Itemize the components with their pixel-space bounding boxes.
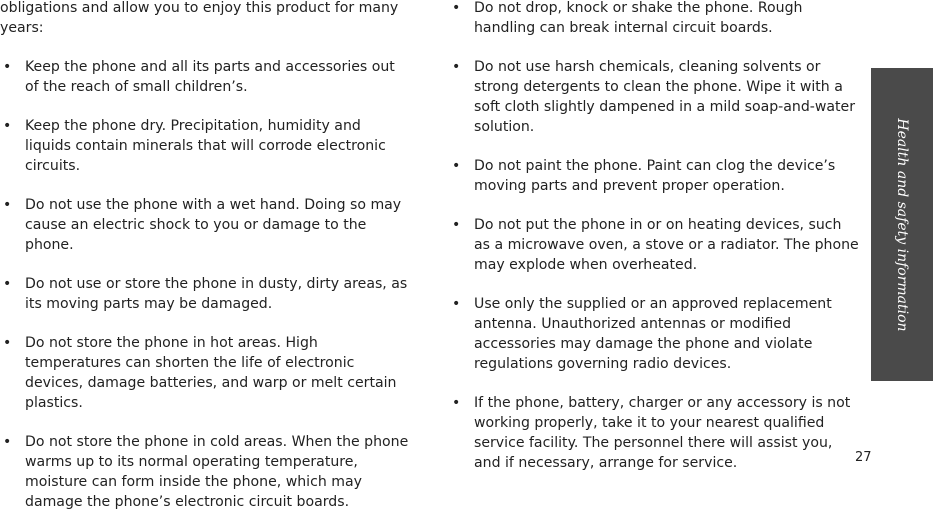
list-item	[0, 274, 410, 314]
bullet-icon: •	[3, 59, 12, 75]
list-item-text: Keep the phone dry. Precipitation, humidity and liquids contain minerals that will corrode electronic circuits.	[25, 118, 386, 174]
list-item	[449, 393, 861, 473]
list-item-text: Do not use the phone with a wet hand. Doing so may cause an electric shock to you or damage to the phone.	[25, 197, 402, 253]
left-column	[0, 0, 410, 531]
list-item	[449, 215, 861, 275]
bullet-icon: •	[3, 335, 12, 351]
list-item	[0, 333, 410, 413]
right-column	[449, 0, 861, 492]
bullet-icon: •	[452, 0, 461, 16]
list-item-text: Do not paint the phone. Paint can clog the device’s moving parts and prevent proper operation.	[474, 158, 836, 194]
list-item	[0, 57, 410, 97]
list-item	[449, 156, 861, 196]
list-item	[0, 432, 410, 512]
intro-paragraph: obligations and allow you to enjoy this product for many years:	[0, 0, 399, 36]
bullet-icon: •	[452, 217, 461, 233]
bullet-icon: •	[452, 59, 461, 75]
bullet-icon: •	[3, 118, 12, 134]
page-number: 27	[855, 450, 872, 465]
list-item	[449, 57, 861, 137]
list-item-text: Keep the phone and all its parts and accessories out of the reach of small children’s.	[25, 59, 395, 95]
list-item	[449, 294, 861, 374]
list-item-text: Do not drop, knock or shake the phone. Rough handling can break internal circuit boards.	[474, 0, 803, 36]
list-item	[0, 195, 410, 255]
list-item-text: Do not store the phone in hot areas. High temperatures can shorten the life of electronic devices, damage batteries, and warp or melt certain plastics.	[25, 335, 397, 411]
safety-list-right	[449, 0, 861, 473]
list-item-text: Do not put the phone in or on heating devices, such as a microwave oven, a stove or a radiator. The phone may explode when overheated.	[474, 217, 859, 273]
bullet-icon: •	[452, 158, 461, 174]
section-tab-label: Health and safety information	[894, 117, 910, 332]
list-item-text: Use only the supplied or an approved replacement antenna. Unauthorized antennas or modified accessories may damage the phone and violate regulations governing radio devices.	[474, 296, 832, 372]
bullet-icon: •	[452, 296, 461, 312]
bullet-icon: •	[3, 434, 12, 450]
list-item	[449, 0, 861, 38]
list-item-text: Do not store the phone in cold areas. When the phone warms up to its normal operating temperature, moisture can form inside the phone, which may damage the phone’s electronic circuit boards.	[25, 434, 409, 510]
bullet-icon: •	[3, 197, 12, 213]
bullet-icon: •	[452, 395, 461, 411]
list-item-text: Do not use harsh chemicals, cleaning solvents or strong detergents to clean the phone. Wipe it with a soft cloth slightly dampened in a mild soap-and-water solution.	[474, 59, 856, 135]
safety-list-left	[0, 57, 410, 512]
list-item-text: If the phone, battery, charger or any accessory is not working properly, take it to your nearest qualified service facility. The personnel there will assist you, and if necessary, arrange for service.	[474, 395, 851, 471]
list-item	[0, 116, 410, 176]
bullet-icon: •	[3, 276, 12, 292]
section-side-tab	[871, 68, 933, 381]
list-item-text: Do not use or store the phone in dusty, dirty areas, as its moving parts may be damaged.	[25, 276, 408, 312]
